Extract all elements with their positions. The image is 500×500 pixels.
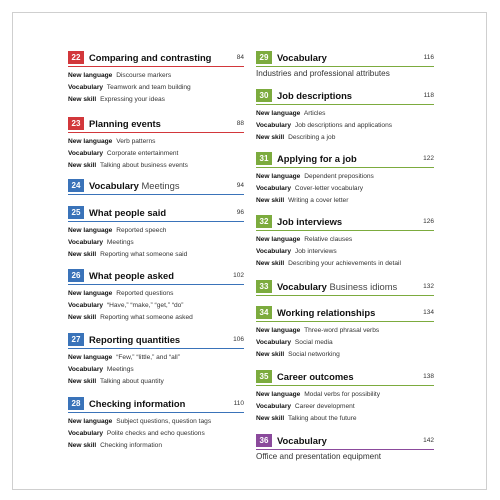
chapter-title-text: What people said (89, 207, 167, 218)
chapter-number-badge: 28 (68, 397, 84, 410)
chapter-title[interactable] (89, 333, 180, 346)
chapter-number-badge: 32 (256, 215, 272, 228)
chapter-title-text: Vocabulary (277, 281, 327, 292)
chapter-title-text: Comparing and contrasting (89, 52, 212, 63)
detail-label: New language (68, 290, 113, 297)
chapter-number-badge: 29 (256, 51, 272, 64)
entry-header (68, 51, 244, 67)
detail-label: Vocabulary (68, 366, 104, 373)
toc-entry[interactable] (68, 206, 244, 261)
chapter-title-text: Applying for a job (277, 153, 357, 164)
detail-value: Subject questions, question tags (116, 418, 212, 425)
toc-entry[interactable] (256, 306, 434, 361)
detail-value: Articles (303, 110, 326, 117)
entry-detail-line (256, 389, 434, 401)
entry-header (256, 306, 434, 322)
chapter-title[interactable] (277, 215, 342, 228)
detail-value: Job interviews (294, 248, 337, 255)
entry-detail-line (256, 132, 434, 144)
chapter-number-badge: 33 (256, 280, 272, 293)
detail-label: New skill (68, 442, 97, 449)
entry-detail-line (256, 108, 434, 120)
entry-detail-line (68, 249, 244, 261)
detail-value: Talking about business events (99, 162, 188, 169)
entry-header (256, 152, 434, 168)
detail-value: Dependent prepositions (304, 173, 374, 180)
entry-header (68, 269, 244, 285)
toc-entry[interactable] (68, 397, 244, 452)
chapter-number-badge: 22 (68, 51, 84, 64)
entry-header (68, 333, 244, 349)
chapter-title[interactable] (277, 89, 352, 102)
entry-detail-line (68, 82, 244, 94)
chapter-subtitle: Industries and professional attributes (256, 69, 390, 78)
entry-detail-line (68, 428, 244, 440)
chapter-title-text: Vocabulary (89, 180, 139, 191)
detail-label: New language (256, 173, 301, 180)
page-number: 84 (236, 54, 244, 61)
toc-entry[interactable] (68, 179, 244, 195)
entry-detail-line (256, 120, 434, 132)
detail-value: Talking about the future (287, 415, 357, 422)
toc-entry[interactable] (256, 434, 434, 462)
detail-label: New language (256, 236, 301, 243)
entry-detail-line (68, 300, 244, 312)
chapter-title-topic: Business idioms (329, 281, 398, 292)
toc-entry[interactable] (68, 117, 244, 172)
page-number: 118 (423, 92, 434, 99)
entry-detail-line (68, 312, 244, 324)
toc-entry[interactable] (68, 51, 244, 106)
entry-header (256, 434, 434, 450)
detail-value: Checking information (100, 442, 163, 449)
chapter-title[interactable] (89, 206, 166, 219)
toc-entry[interactable] (68, 269, 244, 324)
page-number: 134 (423, 309, 434, 316)
chapter-title-text: What people asked (89, 270, 174, 281)
page-number: 96 (236, 209, 244, 216)
chapter-title-text: Vocabulary (277, 52, 327, 63)
detail-value: Relative clauses (304, 236, 353, 243)
entry-detail-line (68, 237, 244, 249)
entry-header (68, 397, 244, 413)
chapter-title-topic: Meetings (141, 180, 180, 191)
chapter-number-badge: 27 (68, 333, 84, 346)
detail-label: New language (256, 327, 301, 334)
detail-value: Corporate entertainment (106, 150, 179, 157)
entry-detail-line (256, 195, 434, 207)
entry-detail-line (256, 234, 434, 246)
detail-value: Social networking (288, 351, 340, 358)
page-number: 102 (233, 272, 244, 279)
page-number: 138 (423, 373, 434, 380)
chapter-title-text: Vocabulary (277, 435, 327, 446)
entry-header (256, 51, 434, 67)
chapter-number-badge: 25 (68, 206, 84, 219)
detail-label: Vocabulary (68, 302, 104, 309)
entry-detail-line (68, 288, 244, 300)
detail-value: Writing a cover letter (288, 197, 349, 204)
detail-value: Discourse markers (116, 72, 172, 79)
entry-detail-line (256, 183, 434, 195)
chapter-title[interactable] (277, 51, 327, 64)
chapter-subtitle: Office and presentation equipment (256, 452, 382, 461)
chapter-title[interactable] (277, 434, 327, 447)
entry-detail-line (68, 364, 244, 376)
detail-label: New skill (256, 260, 285, 267)
entry-detail-line (256, 349, 434, 361)
toc-entry[interactable] (256, 215, 434, 270)
detail-label: New language (68, 72, 113, 79)
entry-detail-line (68, 225, 244, 237)
detail-value: Describing a job (288, 134, 336, 141)
toc-entry[interactable] (256, 280, 434, 296)
detail-label: Vocabulary (256, 122, 292, 129)
detail-label: Vocabulary (256, 339, 292, 346)
page-number: 106 (233, 336, 244, 343)
chapter-title[interactable] (89, 179, 180, 192)
detail-value: Polite checks and echo questions (106, 430, 205, 437)
page-number: 142 (423, 437, 434, 444)
detail-value: “Few,” “little,” and “all” (116, 354, 180, 361)
detail-value: Career development (294, 403, 355, 410)
entry-header (256, 215, 434, 231)
detail-label: New language (68, 138, 113, 145)
detail-value: Reporting what someone said (100, 251, 188, 258)
detail-label: New skill (68, 251, 97, 258)
entry-header (256, 370, 434, 386)
chapter-title[interactable] (89, 397, 185, 410)
entry-detail-line (68, 94, 244, 106)
chapter-number-badge: 23 (68, 117, 84, 130)
detail-label: New skill (256, 197, 285, 204)
entry-detail-line (256, 246, 434, 258)
detail-label: New skill (68, 162, 97, 169)
chapter-title[interactable] (89, 117, 161, 130)
detail-value: Reported speech (116, 227, 167, 234)
detail-label: New skill (256, 415, 285, 422)
detail-value: Three-word phrasal verbs (304, 327, 380, 334)
toc-entry[interactable] (256, 152, 434, 207)
entry-header (256, 89, 434, 105)
page-number: 94 (236, 182, 244, 189)
chapter-title-text: Checking information (89, 398, 186, 409)
detail-value: Social media (294, 339, 333, 346)
detail-value: Meetings (106, 239, 134, 246)
detail-label: New skill (256, 134, 285, 141)
chapter-title-text: Job descriptions (277, 90, 353, 101)
entry-detail-line (68, 416, 244, 428)
chapter-number-badge: 35 (256, 370, 272, 383)
detail-label: New language (256, 110, 301, 117)
entry-header (256, 280, 434, 296)
entry-detail-line (68, 440, 244, 452)
chapter-title[interactable] (89, 51, 211, 64)
entry-detail-line (68, 352, 244, 364)
entry-detail-line (256, 401, 434, 413)
detail-value: Reported questions (116, 290, 174, 297)
detail-value: “Have,” “make,” “get,” “do” (106, 302, 184, 309)
chapter-number-badge: 26 (68, 269, 84, 282)
entry-detail-line (256, 337, 434, 349)
entry-detail-line (256, 258, 434, 270)
detail-label: Vocabulary (256, 185, 292, 192)
detail-label: New skill (256, 351, 285, 358)
chapter-number-badge: 34 (256, 306, 272, 319)
page-number: 126 (423, 218, 434, 225)
toc-entry[interactable] (256, 51, 434, 79)
chapter-number-badge: 24 (68, 179, 84, 192)
detail-label: New skill (68, 96, 97, 103)
entry-header (68, 206, 244, 222)
chapter-title-text: Career outcomes (277, 371, 354, 382)
detail-value: Meetings (106, 366, 134, 373)
detail-label: New skill (68, 378, 97, 385)
entry-detail-line (68, 136, 244, 148)
detail-value: Expressing your ideas (100, 96, 165, 103)
detail-label: Vocabulary (68, 430, 104, 437)
detail-value: Verb patterns (116, 138, 156, 145)
detail-label: Vocabulary (256, 248, 292, 255)
entry-header (68, 117, 244, 133)
chapter-title-text: Reporting quantities (89, 334, 181, 345)
detail-label: New language (68, 354, 113, 361)
toc-entry[interactable] (256, 89, 434, 144)
chapter-title[interactable] (277, 306, 375, 319)
entry-detail-line (68, 160, 244, 172)
toc-entry[interactable] (68, 333, 244, 388)
page-number: 116 (423, 54, 434, 61)
entry-detail-line (68, 148, 244, 160)
detail-label: Vocabulary (68, 84, 104, 91)
chapter-title-text: Planning events (89, 118, 161, 129)
detail-value: Describing your achievements in detail (288, 260, 401, 267)
detail-value: Job descriptions and applications (294, 122, 393, 129)
chapter-number-badge: 30 (256, 89, 272, 102)
page-number: 110 (233, 400, 244, 407)
detail-label: Vocabulary (68, 150, 104, 157)
chapter-title[interactable] (277, 152, 357, 165)
page-number: 88 (236, 120, 244, 127)
detail-label: New language (68, 227, 113, 234)
chapter-title-text: Working relationships (277, 307, 376, 318)
detail-value: Teamwork and team building (106, 84, 191, 91)
chapter-title-text: Job interviews (277, 216, 343, 227)
chapter-title[interactable] (277, 280, 397, 293)
detail-label: New language (256, 391, 301, 398)
chapter-number-badge: 36 (256, 434, 272, 447)
detail-label: Vocabulary (256, 403, 292, 410)
entry-detail-line (68, 70, 244, 82)
chapter-number-badge: 31 (256, 152, 272, 165)
page-number: 122 (423, 155, 434, 162)
detail-value: Reporting what someone asked (100, 314, 193, 321)
detail-label: New skill (68, 314, 97, 321)
toc-entry[interactable] (256, 370, 434, 425)
entry-detail-line (256, 171, 434, 183)
entry-header (68, 179, 244, 195)
chapter-title[interactable] (277, 370, 354, 383)
detail-label: Vocabulary (68, 239, 104, 246)
chapter-title[interactable] (89, 269, 174, 282)
page-number: 132 (423, 283, 434, 290)
entry-detail-line (256, 325, 434, 337)
entry-detail-line (256, 413, 434, 425)
detail-value: Cover-letter vocabulary (294, 185, 364, 192)
detail-value: Modal verbs for possibility (304, 391, 381, 398)
entry-detail-line (68, 376, 244, 388)
detail-value: Talking about quantity (99, 378, 164, 385)
detail-label: New language (68, 418, 113, 425)
